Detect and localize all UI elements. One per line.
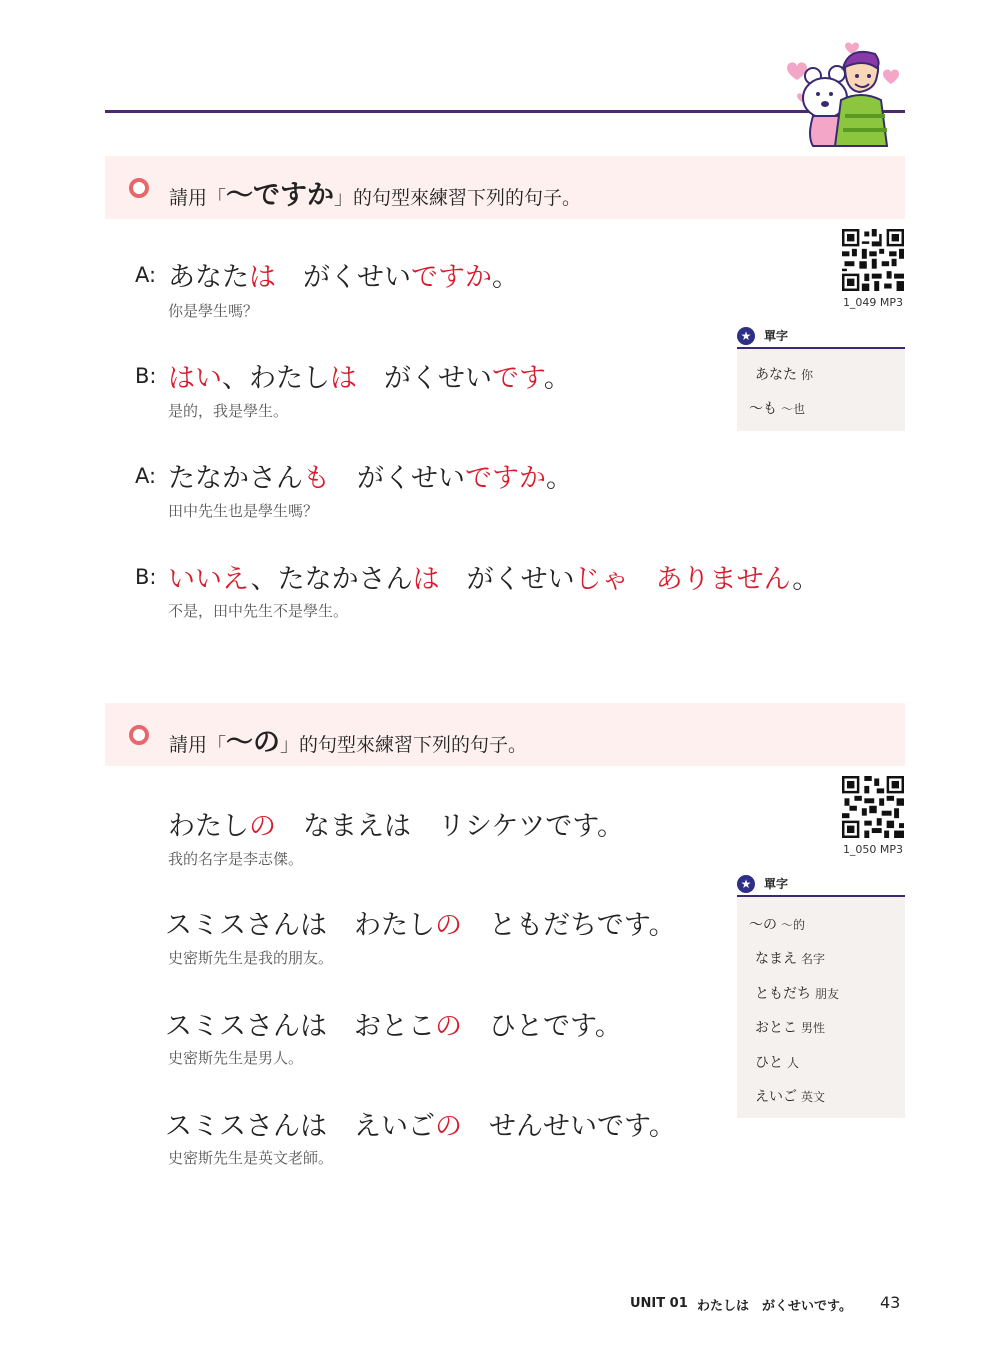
vocab-item: ～も ～也 — [749, 401, 806, 417]
chinese-translation: 史密斯先生是男人。 — [168, 1049, 304, 1067]
sentence-part: わたし — [168, 811, 249, 842]
speaker-label: A: — [135, 263, 157, 287]
footer-unit: UNIT 01 — [630, 1296, 688, 1311]
highlight-part: の — [435, 1111, 462, 1142]
instruction-suffix: 」的句型來練習下列的句子。 — [280, 734, 528, 756]
japanese-sentence — [168, 456, 573, 495]
sentence-part: がくせい — [357, 363, 492, 394]
highlight-part: の — [435, 1011, 462, 1042]
sentence-part: 。 — [543, 363, 571, 394]
instruction-suffix: 」的句型來練習下列的句子。 — [334, 187, 582, 209]
sentence-part: スミスさんは わたし — [165, 910, 435, 941]
sentence-part: 。 — [492, 262, 519, 293]
sentence-part: 、たなかさん — [250, 564, 413, 595]
section-instruction-2 — [169, 720, 527, 759]
japanese-sentence — [168, 255, 519, 294]
speaker-label: A: — [135, 464, 157, 488]
sentence-part: ともだちです。 — [462, 910, 676, 941]
highlight-part: は — [249, 262, 276, 293]
audio-label: 1_049 MP3 — [842, 296, 904, 309]
highlight-part: いいえ — [168, 564, 251, 595]
qr-code-icon[interactable] — [842, 229, 904, 291]
japanese-sentence — [165, 1104, 676, 1143]
instruction-prefix: 請用「 — [169, 734, 227, 756]
highlight-part: は — [330, 363, 357, 394]
chinese-translation: 你是學生嗎？ — [168, 302, 259, 320]
vocab-item: ～の ～的 — [749, 917, 806, 933]
instruction-pattern: ～の — [226, 727, 281, 758]
star-icon: ★ — [737, 327, 755, 345]
chinese-translation: 是的，我是學生。 — [168, 402, 289, 420]
section-instruction-1 — [169, 173, 581, 212]
vocab-box — [737, 327, 905, 431]
ring-bullet-icon — [129, 725, 149, 745]
highlight-part: は — [412, 564, 440, 595]
highlight-part: です — [492, 363, 544, 394]
speaker-label: B: — [135, 364, 157, 388]
sentence-part: せんせいです。 — [462, 1111, 676, 1142]
star-icon: ★ — [737, 875, 755, 893]
sentence-part: 。 — [792, 564, 820, 595]
vocab-box — [737, 875, 905, 1118]
sentence-part: がくせい — [330, 463, 465, 494]
speaker-label: B: — [135, 565, 157, 589]
ring-bullet-icon — [129, 178, 149, 198]
vocab-title: 單字 — [764, 329, 789, 343]
vocab-item: ともだち 朋友 — [755, 986, 840, 1002]
sentence-part: たなかさん — [168, 463, 303, 494]
sentence-part: 。 — [546, 463, 573, 494]
chinese-translation: 不是，田中先生不是學生。 — [168, 602, 349, 620]
vocab-item: えいご 英文 — [755, 1089, 826, 1105]
qr-code-icon[interactable] — [842, 776, 904, 838]
chinese-translation: 史密斯先生是英文老師。 — [168, 1149, 334, 1167]
highlight-part: じゃ ありません — [574, 564, 793, 595]
vocab-item: おとこ 男性 — [755, 1020, 826, 1036]
vocab-item: あなた 你 — [755, 367, 814, 383]
sentence-part: ひとです。 — [462, 1011, 622, 1042]
page-number: 43 — [880, 1293, 901, 1312]
sentence-part: あなた — [168, 262, 249, 293]
sentence-part: がくせい — [276, 262, 411, 293]
japanese-sentence — [168, 557, 819, 596]
bear-hug-illustration — [775, 36, 910, 148]
vocab-item: なまえ 名字 — [755, 951, 826, 967]
highlight-part: ですか — [465, 463, 546, 494]
highlight-part: はい — [168, 363, 222, 394]
sentence-part: 、わたし — [222, 363, 330, 394]
sentence-part: スミスさんは おとこ — [165, 1011, 435, 1042]
japanese-sentence — [165, 903, 676, 942]
chinese-translation: 我的名字是李志傑。 — [168, 850, 304, 868]
highlight-part: も — [303, 463, 330, 494]
instruction-pattern: ～ですか — [226, 180, 335, 211]
vocab-title: 單字 — [764, 877, 789, 891]
child-icon — [835, 52, 887, 146]
vocab-item: ひと 人 — [755, 1055, 800, 1071]
japanese-sentence — [168, 356, 571, 395]
highlight-part: の — [435, 910, 462, 941]
highlight-part: ですか — [411, 262, 492, 293]
highlight-part: の — [249, 811, 276, 842]
footer-title: わたしは がくせいです。 — [697, 1299, 852, 1314]
instruction-prefix: 請用「 — [169, 187, 227, 209]
vocab-header — [737, 875, 905, 897]
japanese-sentence — [168, 804, 624, 843]
vocab-header — [737, 327, 905, 349]
section-heading-2 — [105, 703, 905, 766]
sentence-part: なまえは リシケツです。 — [276, 811, 625, 842]
sentence-part: がくせい — [439, 564, 575, 595]
chinese-translation: 史密斯先生是我的朋友。 — [168, 949, 334, 967]
sentence-part: スミスさんは えいご — [165, 1111, 435, 1142]
section-heading-1 — [105, 156, 905, 219]
audio-label: 1_050 MP3 — [842, 843, 904, 856]
chinese-translation: 田中先生也是學生嗎？ — [168, 502, 319, 520]
japanese-sentence — [165, 1004, 622, 1043]
